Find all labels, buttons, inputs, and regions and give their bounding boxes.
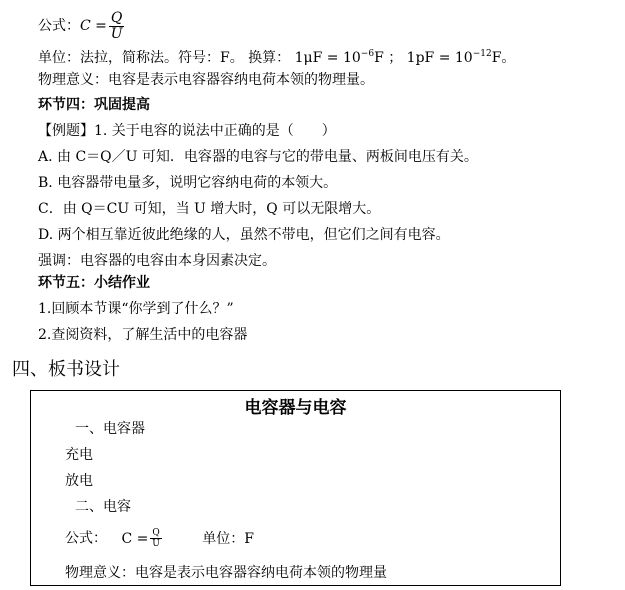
board-design-box [30, 390, 561, 586]
formula-lhs: C = [80, 18, 107, 34]
board-formula-numerator: Q [152, 528, 160, 538]
board-part1: 一、电容器 [75, 421, 145, 437]
option-b: B. 电容器带电量多，说明它容纳电荷的本领大。 [38, 175, 338, 191]
board-unit: 单位：F [202, 530, 254, 547]
board-design-heading: 四、板书设计 [12, 359, 120, 380]
unit-line [38, 44, 515, 68]
section5-heading: 环节五：小结作业 [38, 275, 150, 291]
unit-exp-1: −6 [360, 49, 375, 59]
board-charge: 充电 [65, 447, 93, 463]
unit-text-3: F。 [491, 50, 516, 66]
unit-exp-2: −12 [472, 49, 492, 59]
board-formula-line [65, 528, 254, 549]
homework-item-1: 1.回顾本节课“你学到了什么？” [38, 301, 234, 317]
emphasis-line: 强调：电容器的电容由本身因素决定。 [38, 253, 276, 269]
board-formula-denominator: U [152, 539, 160, 549]
formula-fraction [109, 11, 124, 42]
board-meaning: 物理意义：电容是表示电容器容纳电荷本领的物理量 [65, 565, 387, 581]
board-title: 电容器与电容 [244, 398, 347, 418]
board-part2: 二、电容 [75, 499, 131, 515]
board-formula-lhs: C = [121, 530, 149, 547]
unit-text-2: F ； 1pF = 10 [374, 50, 473, 66]
section4-heading: 环节四：巩固提高 [38, 97, 150, 113]
homework-item-2: 2.查阅资料，了解生活中的电容器 [38, 327, 248, 343]
meaning-line: 物理意义：电容是表示电容器容纳电荷本领的物理量。 [38, 72, 374, 88]
formula-label: 公式： [38, 18, 80, 34]
unit-text-1: 单位：法拉，简称法。符号：F。 换算： 1μF = 10 [38, 50, 361, 66]
option-c: C．由 Q＝CU 可知，当 U 增大时，Q 可以无限增大。 [38, 201, 381, 217]
formula-line [38, 6, 126, 46]
example-question: 【例题】1. 关于电容的说法中正确的是（ ） [38, 123, 336, 139]
formula-denominator: U [110, 25, 123, 42]
formula-numerator: Q [110, 9, 123, 26]
board-formula-fraction [150, 528, 161, 549]
option-a: A. 由 C＝Q／U 可知．电容器的电容与它的带电量、两板间电压有关。 [38, 149, 478, 165]
board-discharge: 放电 [65, 473, 93, 489]
board-formula-label: 公式： [65, 530, 107, 547]
option-d: D. 两个相互靠近彼此绝缘的人，虽然不带电，但它们之间有电容。 [38, 227, 450, 243]
